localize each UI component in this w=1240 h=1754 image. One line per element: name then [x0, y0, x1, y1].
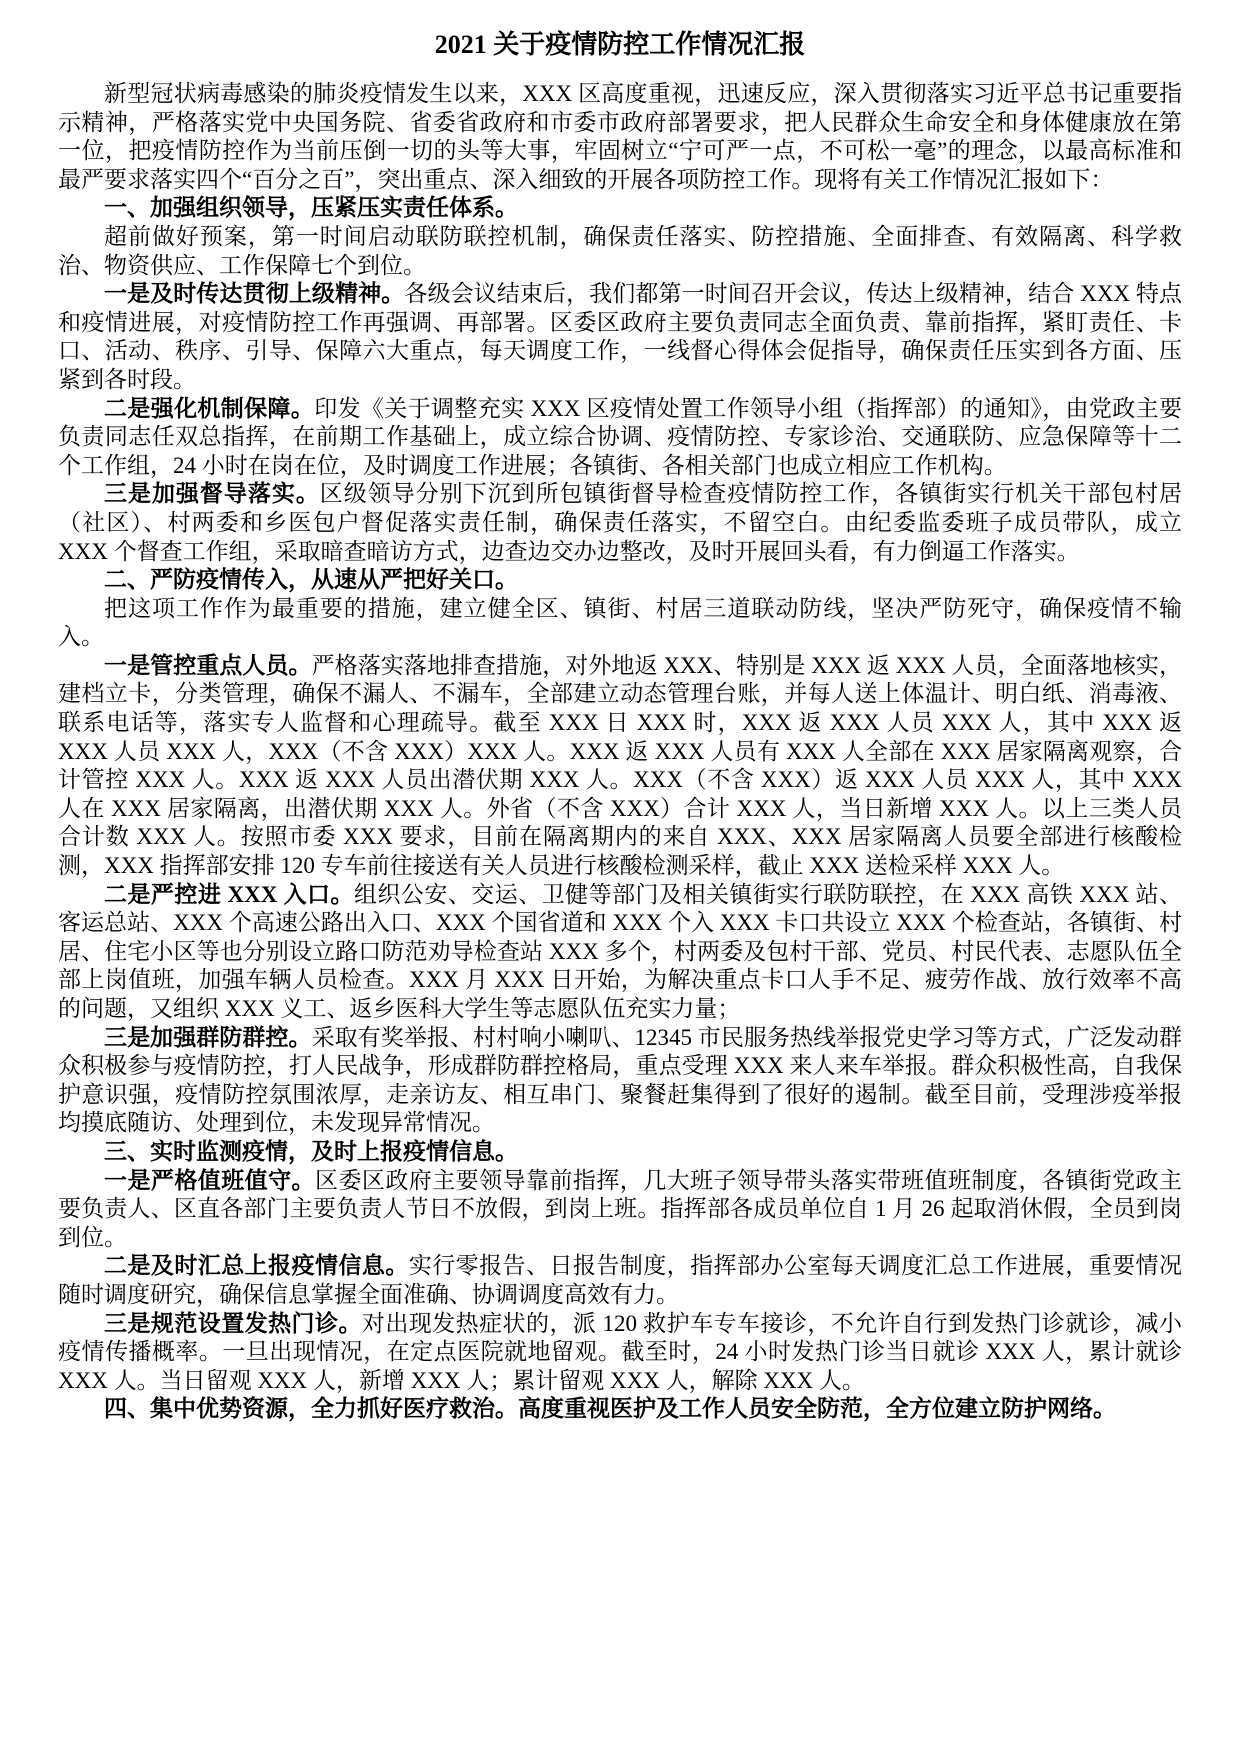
paragraph	[58, 1252, 1182, 1309]
section-heading-3	[58, 1138, 1182, 1167]
paragraph	[58, 595, 1182, 652]
paragraph	[58, 652, 1182, 881]
paragraph-text: 超前做好预案，第一时间启动联防联控机制，确保责任落实、防控措施、全面排查、有效隔离、科学救治、物资供应、工作保障七个到位。	[58, 223, 1182, 278]
paragraph	[58, 280, 1182, 394]
paragraph-lead: 三是加强督导落实。	[104, 481, 320, 507]
paragraph-text: 各级会议结束后，我们都第一时间召开会议，传达上级精神，结合 XXX 特点和疫情进展，对疫情防控工作再强调、再部署。区委区政府主要负责同志全面负责、靠前指挥，紧盯责任、卡口、活动、秩序、引导、保障六大重点，每天调度工作，一线督心得体会促指导，确保责任压实到各方面、压紧到各时段。	[58, 281, 1183, 392]
paragraph-text: 新型冠状病毒感染的肺炎疫情发生以来，XXX 区高度重视，迅速反应，深入贯彻落实习近平总书记重要指示精神，严格落实党中央国务院、省委省政府和市委市政府部署要求，把人民群众生命安全和身体健康放在第一位，把疫情防控作为当前压倒一切的头等大事，牢固树立“宁可严一点，不可松一毫”的理念，以最高标准和最严要求落实四个“百分之百”，突出重点、深入细致的开展各项防控工作。现将有关工作情况汇报如下：	[58, 81, 1182, 192]
paragraph	[58, 1167, 1182, 1253]
paragraph-text: 组织公安、交运、卫健等部门及相关镇街实行联防联控，在 XXX 高铁 XXX 站、客运总站、XXX 个高速公路出入口、XXX 个国省道和 XXX 个入 XXX 卡口共设立 XXX 个检查站，各镇街、村居、住宅小区等也分别设立路口防范劝导检查站 XXX 多个，村两委及包村干部、党员、村民代表、志愿队伍全部上岗值班，加强车辆人员检查。XXX 月 XXX 日开始，为解决重点卡口人手不足、疲劳作战、放行效率不高的问题，又组织 XXX 义工、返乡医科大学生等志愿队伍充实力量；	[58, 881, 1182, 1021]
paragraph-text: 严格落实落地排查措施，对外地返 XXX、特别是 XXX 返 XXX 人员，全面落地核实，建档立卡，分类管理，确保不漏人、不漏车，全部建立动态管理台账，并每人送上体温计、明白纸、消毒液、联系电话等，落实专人监督和心理疏导。截至 XXX 日 XXX 时，XXX 返 XXX 人员 XXX 人，其中 XXX 返 XXX 人员 XXX 人，XXX（不含 XXX）XXX 人。XXX 返 XXX 人员有 XXX 人全部在 XXX 居家隔离观察，合计管控 XXX 人。XXX 返 XXX 人员出潜伏期 XXX 人。XXX（不含 XXX）返 XXX 人员 XXX 人，其中 XXX 人在 XXX 居家隔离，出潜伏期 XXX 人。外省（不含 XXX）合计 XXX 人，当日新增 XXX 人。以上三类人员合计数 XXX 人。按照市委 XXX 要求，目前在隔离期内的来自 XXX、XXX 居家隔离人员要全部进行核酸检测，XXX 指挥部安排 120 专车前往接送有关人员进行核酸检测采样，截止 XXX 送检采样 XXX 人。	[58, 652, 1182, 879]
paragraph-lead: 三是加强群防群控。	[104, 1024, 312, 1050]
paragraph	[58, 1310, 1182, 1396]
paragraph	[58, 223, 1182, 280]
paragraph	[58, 1024, 1182, 1138]
paragraph-text: 把这项工作作为最重要的措施，建立健全区、镇街、村居三道联动防线，坚决严防死守，确保疫情不输入。	[58, 595, 1182, 650]
paragraph-text: 采取有奖举报、村村响小喇叭、12345 市民服务热线举报党史学习等方式，广泛发动群众积极参与疫情防控，打人民战争，形成群防群控格局，重点受理 XXX 来人来车举报。群众积极性高，自我保护意识强，疫情防控氛围浓厚，走亲访友、相互串门、聚餐赶集得到了很好的遏制。截至目前，受理涉疫举报均摸底随访、处理到位，未发现异常情况。	[58, 1024, 1182, 1136]
section-heading-4	[58, 1395, 1182, 1424]
paragraph-intro	[58, 80, 1182, 194]
paragraph-lead: 三是规范设置发热门诊。	[104, 1310, 362, 1336]
paragraph	[58, 395, 1182, 481]
paragraph-text: 对出现发热症状的，派 120 救护车专车接诊，不允许自行到发热门诊就诊，减小疫情传播概率。一旦出现情况，在定点医院就地留观。截至时，24 小时发热门诊当日就诊 XXX 人，累计就诊 XXX 人。当日留观 XXX 人，新增 XXX 人；累计留观 XXX 人，解除 XXX 人。	[58, 1310, 1183, 1393]
section-heading-text: 三、实时监测疫情，及时上报疫情信息。	[104, 1138, 518, 1164]
section-heading-text: 四、集中优势资源，全力抓好医疗救治。高度重视医护及工作人员安全防范，全方位建立防护网络。	[104, 1396, 1116, 1422]
section-heading-2	[58, 566, 1182, 595]
section-heading-text: 一、加强组织领导，压紧压实责任体系。	[104, 195, 518, 221]
paragraph	[58, 480, 1182, 566]
paragraph-text: 印发《关于调整充实 XXX 区疫情处置工作领导小组（指挥部）的通知》，由党政主要负责同志任双总指挥，在前期工作基础上，成立综合协调、疫情防控、专家诊治、交通联防、应急保障等十二个工作组，24 小时在岗在位，及时调度工作进展；各镇街、各相关部门也成立相应工作机构。	[58, 395, 1182, 478]
section-heading-text: 二、严防疫情传入，从速从严把好关口。	[104, 567, 518, 593]
paragraph	[58, 881, 1182, 1024]
paragraph-lead: 一是管控重点人员。	[104, 652, 312, 678]
paragraph-lead: 二是严控进 XXX 入口。	[104, 881, 354, 907]
paragraph-text: 区级领导分别下沉到所包镇街督导检查疫情防控工作，各镇街实行机关干部包村居（社区）、村两委和乡医包户督促落实责任制，确保责任落实，不留空白。由纪委监委班子成员带队，成立 XXX 个督查工作组，采取暗查暗访方式，边查边交办边整改，及时开展回头看，有力倒逼工作落实。	[58, 481, 1183, 564]
paragraph-text: 区委区政府主要领导靠前指挥，几大班子领导带头落实带班值班制度，各镇街党政主要负责人、区直各部门主要负责人节日不放假，到岗上班。指挥部各成员单位自 1 月 26 起取消休假，全员到岗到位。	[58, 1167, 1182, 1250]
section-heading-1	[58, 194, 1182, 223]
paragraph-lead: 一是及时传达贯彻上级精神。	[104, 281, 405, 307]
paragraph-lead: 二是强化机制保障。	[104, 395, 315, 421]
paragraph-lead: 一是严格值班值守。	[104, 1167, 315, 1193]
document-title: 2021 关于疫情防控工作情况汇报	[434, 30, 806, 59]
paragraph-lead: 二是及时汇总上报疫情信息。	[104, 1253, 409, 1279]
paragraph-text: 实行零报告、日报告制度，指挥部办公室每天调度汇总工作进展，重要情况随时调度研究，确保信息掌握全面准确、协调调度高效有力。	[58, 1253, 1183, 1307]
